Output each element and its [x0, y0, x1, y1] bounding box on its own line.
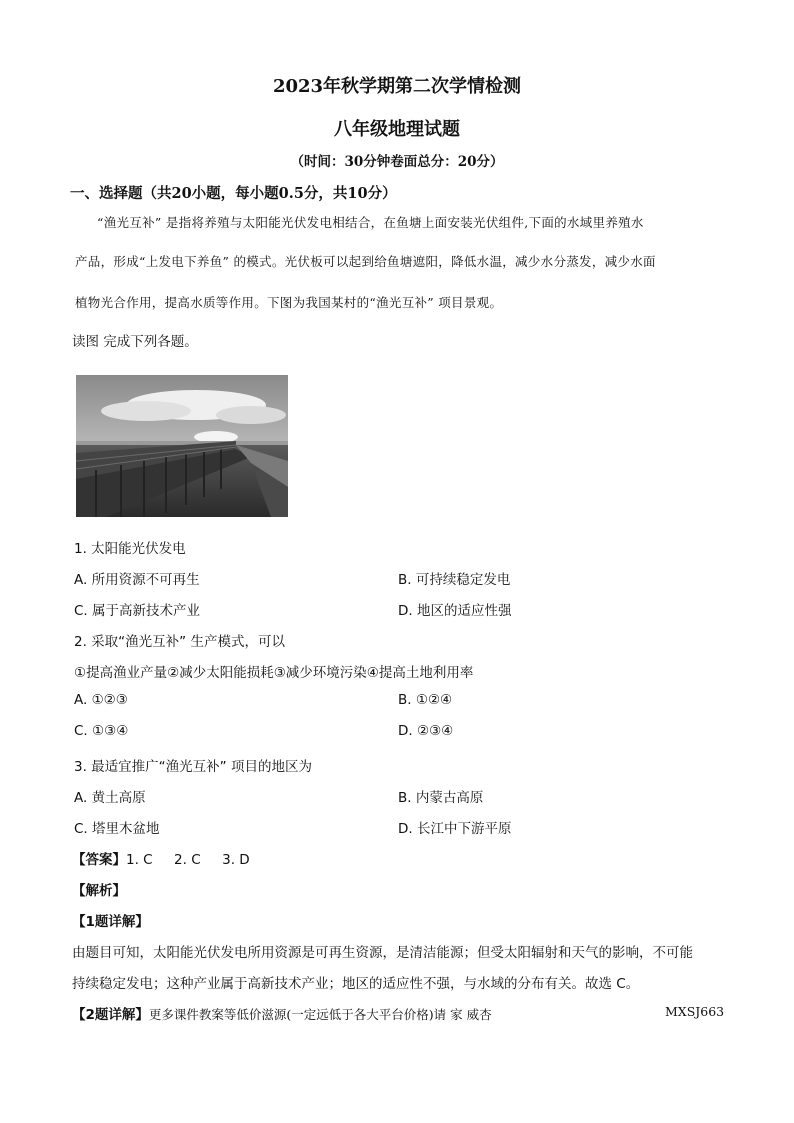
q1-option-d: D. 地区的适应性强 — [398, 603, 512, 619]
q2-option-b: B. ①②④ — [398, 692, 453, 708]
q1-option-c: C. 属于高新技术产业 — [74, 603, 201, 619]
q1-option-b: B. 可持续稳定发电 — [398, 572, 511, 588]
answer-label: 【答案】 — [72, 852, 126, 868]
fishery-solar-photo — [76, 375, 288, 517]
instruction: 读图 完成下列各题。 — [72, 334, 198, 350]
q3-option-b: B. 内蒙古高原 — [398, 790, 484, 806]
question-1-stem: 1. 太阳能光伏发电 — [74, 541, 186, 557]
watermark: MXSJ663 — [665, 1004, 725, 1019]
answer-row — [72, 848, 250, 868]
q2-option-a: A. ①②③ — [74, 692, 128, 708]
section-heading: 一、选择题（共20小题，每小题0.5分，共10分） — [70, 185, 397, 202]
q3-option-d: D. 长江中下游平原 — [398, 821, 512, 837]
q1-detail-line-2: 持续稳定发电；这种产业属于高新技术产业；地区的适应性不强，与水域的分布有关。故选 C。 — [72, 976, 640, 992]
question-2-stem: 2. 采取“渔光互补” 生产模式，可以 — [74, 634, 285, 650]
question-3-stem: 3. 最适宜推广“渔光互补” 项目的地区为 — [74, 759, 312, 775]
question-2-substem: ①提高渔业产量②减少太阳能损耗③减少环境污染④提高土地利用率 — [74, 665, 474, 681]
q3-option-c: C. 塔里木盆地 — [74, 821, 160, 837]
q2-detail-label: 【2题详解】 — [72, 1007, 149, 1023]
answer-text: 1. C 2. C 3. D — [126, 852, 250, 868]
exam-info: （时间：30分钟卷面总分：20分） — [290, 154, 504, 170]
exam-title: 2023年秋学期第二次学情检测 — [272, 76, 522, 97]
passage-line-2: 产品，形成“上发电下养鱼” 的模式。光伏板可以起到给鱼塘遮阳，降低水温，减少水分蒸发，减少水面 — [75, 254, 656, 269]
q3-option-a: A. 黄土高原 — [74, 790, 146, 806]
q1-detail-label: 【1题详解】 — [72, 914, 149, 930]
q1-option-a: A. 所用资源不可再生 — [74, 572, 200, 588]
q2-detail-text: 更多课件教案等低价滋源(一定远低于各大平台价格)请 家 威杏 — [148, 1007, 492, 1022]
q2-detail-row — [72, 1003, 492, 1023]
q2-option-c: C. ①③④ — [74, 723, 129, 739]
passage-line-1: “渔光互补” 是指将养殖与太阳能光伏发电相结合，在鱼塘上面安装光伏组件,下面的水域里养殖水 — [97, 215, 644, 230]
passage-line-3: 植物光合作用，提高水质等作用。下图为我国某村的“渔光互补” 项目景观。 — [75, 295, 503, 310]
analysis-label: 【解析】 — [72, 883, 126, 899]
exam-subtitle: 八年级地理试题 — [334, 119, 460, 140]
q1-detail-line-1: 由题目可知，太阳能光伏发电所用资源是可再生资源，是清洁能源；但受太阳辐射和天气的影响，不可能 — [72, 945, 693, 961]
q2-option-d: D. ②③④ — [398, 723, 454, 739]
